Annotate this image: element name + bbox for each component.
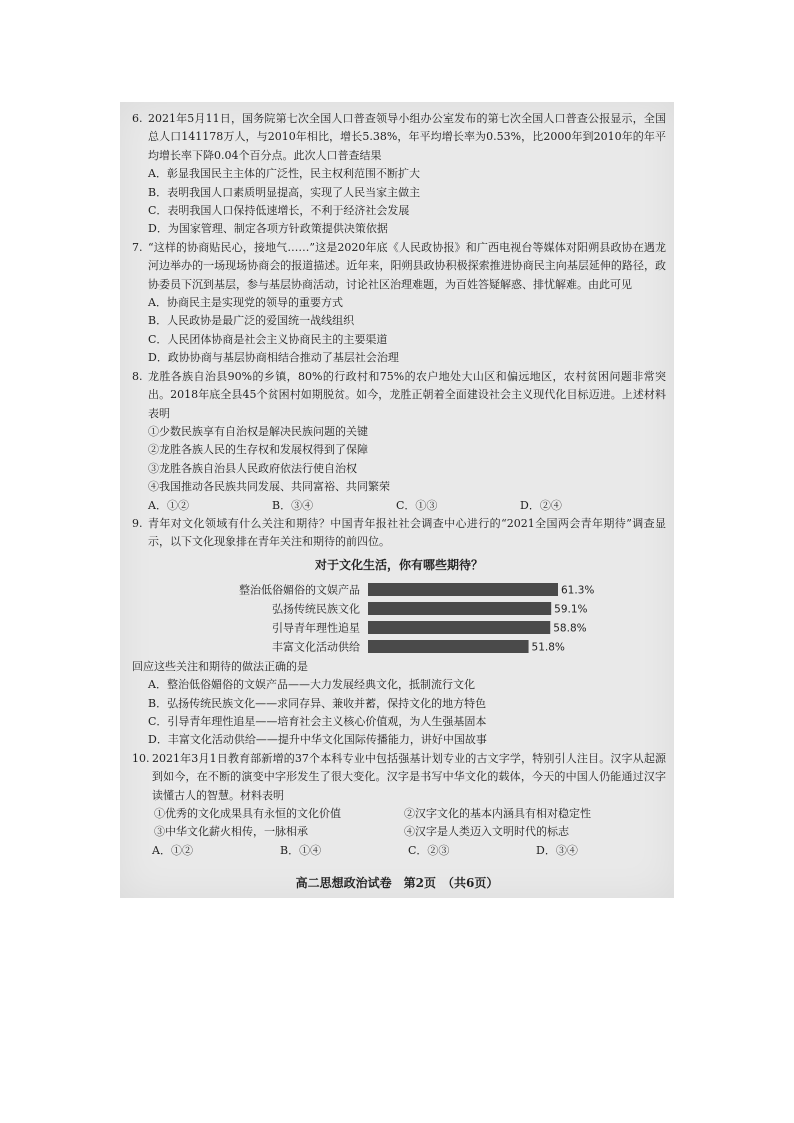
choice-row bbox=[132, 842, 666, 860]
category-label: 丰富文化活动供给 bbox=[272, 640, 360, 654]
question-number: 9. bbox=[132, 516, 143, 530]
statement-3: ③龙胜各族自治县人民政府依法行使自治权 bbox=[148, 461, 357, 475]
option-d: D．为国家管理、制定各项方针政策提供决策依据 bbox=[148, 222, 388, 236]
question-number: 6. bbox=[132, 112, 143, 125]
bar-chart-svg bbox=[132, 576, 666, 656]
question-stem: 龙胜各族自治县90%的乡镇，80%的行政村和75%的农户地处大山区和偏远地区，农村贫困问题非常突出。2018年底全县45个贫困村如期脱贫。如今，龙胜正朝着全面建设社会主义现代化目标迈进。上述材料表明 bbox=[148, 369, 666, 420]
choice-b: B．①④ bbox=[280, 843, 322, 857]
question-number: 7. bbox=[132, 240, 143, 254]
statement-1: ①优秀的文化成果具有永恒的文化价值 bbox=[154, 807, 341, 820]
question-9 bbox=[132, 515, 666, 750]
statement-2: ②龙胜各族人民的生存权和发展权得到了保障 bbox=[148, 443, 368, 457]
question-stem: 青年对文化领域有什么关注和期待？中国青年报社社会调查中心进行的“2021全国两会青年期待”调查显示，以下文化现象排在青年关注和期待的前四位。 bbox=[148, 516, 666, 549]
question-7 bbox=[132, 239, 666, 368]
survey-chart bbox=[132, 554, 666, 658]
option-b: B．表明我国人口素质明显提高，实现了人民当家主做主 bbox=[148, 185, 421, 199]
question-number: 10. bbox=[132, 751, 150, 765]
choice-a: A．①② bbox=[148, 498, 189, 512]
choice-d: D．②④ bbox=[520, 498, 562, 512]
exam-page bbox=[120, 102, 674, 898]
category-label: 弘扬传统民族文化 bbox=[272, 602, 360, 616]
category-label: 引导青年理性追星 bbox=[272, 621, 360, 635]
page-footer: 高二思想政治试卷 第2页 （共6页） bbox=[295, 876, 499, 890]
value-label: 61.3% bbox=[561, 584, 595, 597]
page-content bbox=[132, 110, 666, 860]
option-b: B．人民政协是最广泛的爱国统一战线组织 bbox=[148, 314, 355, 328]
option-c: C．人民团体协商是社会主义协商民主的主要渠道 bbox=[148, 332, 388, 346]
question-8 bbox=[132, 368, 666, 515]
question-followup: 回应这些关注和期待的做法正确的是 bbox=[132, 659, 308, 673]
bar bbox=[368, 602, 551, 615]
value-label: 59.1% bbox=[554, 603, 588, 616]
bar bbox=[368, 583, 558, 596]
bar bbox=[368, 621, 550, 634]
option-c: C．表明我国人口保持低速增长，不利于经济社会发展 bbox=[148, 204, 410, 218]
choice-d: D．③④ bbox=[536, 843, 578, 857]
option-b: B．弘扬传统民族文化——求同存异、兼收并蓄，保持文化的地方特色 bbox=[148, 696, 487, 710]
option-c: C．引导青年理性追星——培育社会主义核心价值观，为人生强基固本 bbox=[148, 714, 487, 728]
choice-a: A．①② bbox=[152, 843, 193, 857]
question-stem: 2021年3月1日教育部新增的37个本科专业中包括强基计划专业的古文字学，特别引人注目。汉字从起源到如今，在不断的演变中字形发生了很大变化。汉字是书写中华文化的载体，今天的中国人仍能通过汉字读懂古人的智慧。材料表明 bbox=[152, 751, 666, 802]
option-a: A．整治低俗媚俗的文娱产品——大力发展经典文化，抵制流行文化 bbox=[148, 678, 475, 692]
question-10 bbox=[132, 750, 666, 860]
statement-1: ①少数民族享有自治权是解决民族问题的关键 bbox=[148, 424, 368, 438]
question-number: 8. bbox=[132, 369, 143, 383]
bar bbox=[368, 640, 529, 653]
question-stem: 2021年5月11日，国务院第七次全国人口普查领导小组办公室发布的第七次全国人口普查公报显示，全国总人口141178万人，与2010年相比，增长5.38%，年平均增长率为0.53%，比2000年到2010年的年平均增长率下降0.04个百分点。此次人口普查结果 bbox=[148, 112, 666, 162]
statement-3: ③中华文化薪火相传，一脉相承 bbox=[154, 825, 308, 839]
option-a: A．协商民主是实现党的领导的重要方式 bbox=[148, 296, 343, 310]
question-stem: “这样的协商贴民心，接地气……”这是2020年底《人民政协报》和广西电视台等媒体对阳朔县政协在遇龙河边举办的一场现场协商会的报道描述。近年来，阳朔县政协积极探索推进协商民主向基层延伸的路径，政协委员下沉到基层，参与基层协商活动，讨论社区治理难题，为百姓答疑解惑、排忧解难。由此可见 bbox=[148, 240, 666, 291]
choice-b: B．③④ bbox=[272, 498, 314, 512]
choice-row bbox=[132, 497, 666, 515]
option-a: A．彰显我国民主主体的广泛性，民主权利范围不断扩大 bbox=[148, 167, 420, 181]
statement-4: ④我国推动各民族共同发展、共同富裕、共同繁荣 bbox=[148, 480, 390, 494]
statement-4: ④汉字是人类迈入文明时代的标志 bbox=[404, 825, 569, 839]
statement-grid bbox=[132, 805, 666, 842]
choice-c: C．①③ bbox=[396, 498, 438, 512]
question-6 bbox=[132, 110, 666, 239]
chart-title: 对于文化生活，你有哪些期待？ bbox=[314, 557, 483, 572]
statement-2: ②汉字文化的基本内涵具有相对稳定性 bbox=[404, 807, 591, 820]
option-d: D．丰富文化活动供给——提升中华文化国际传播能力，讲好中国故事 bbox=[148, 733, 487, 747]
value-label: 51.8% bbox=[531, 641, 565, 654]
category-label: 整治低俗媚俗的文娱产品 bbox=[239, 583, 360, 597]
value-label: 58.8% bbox=[553, 622, 587, 635]
option-d: D．政协协商与基层协商相结合推动了基层社会治理 bbox=[148, 351, 399, 365]
choice-c: C．②③ bbox=[408, 843, 450, 857]
